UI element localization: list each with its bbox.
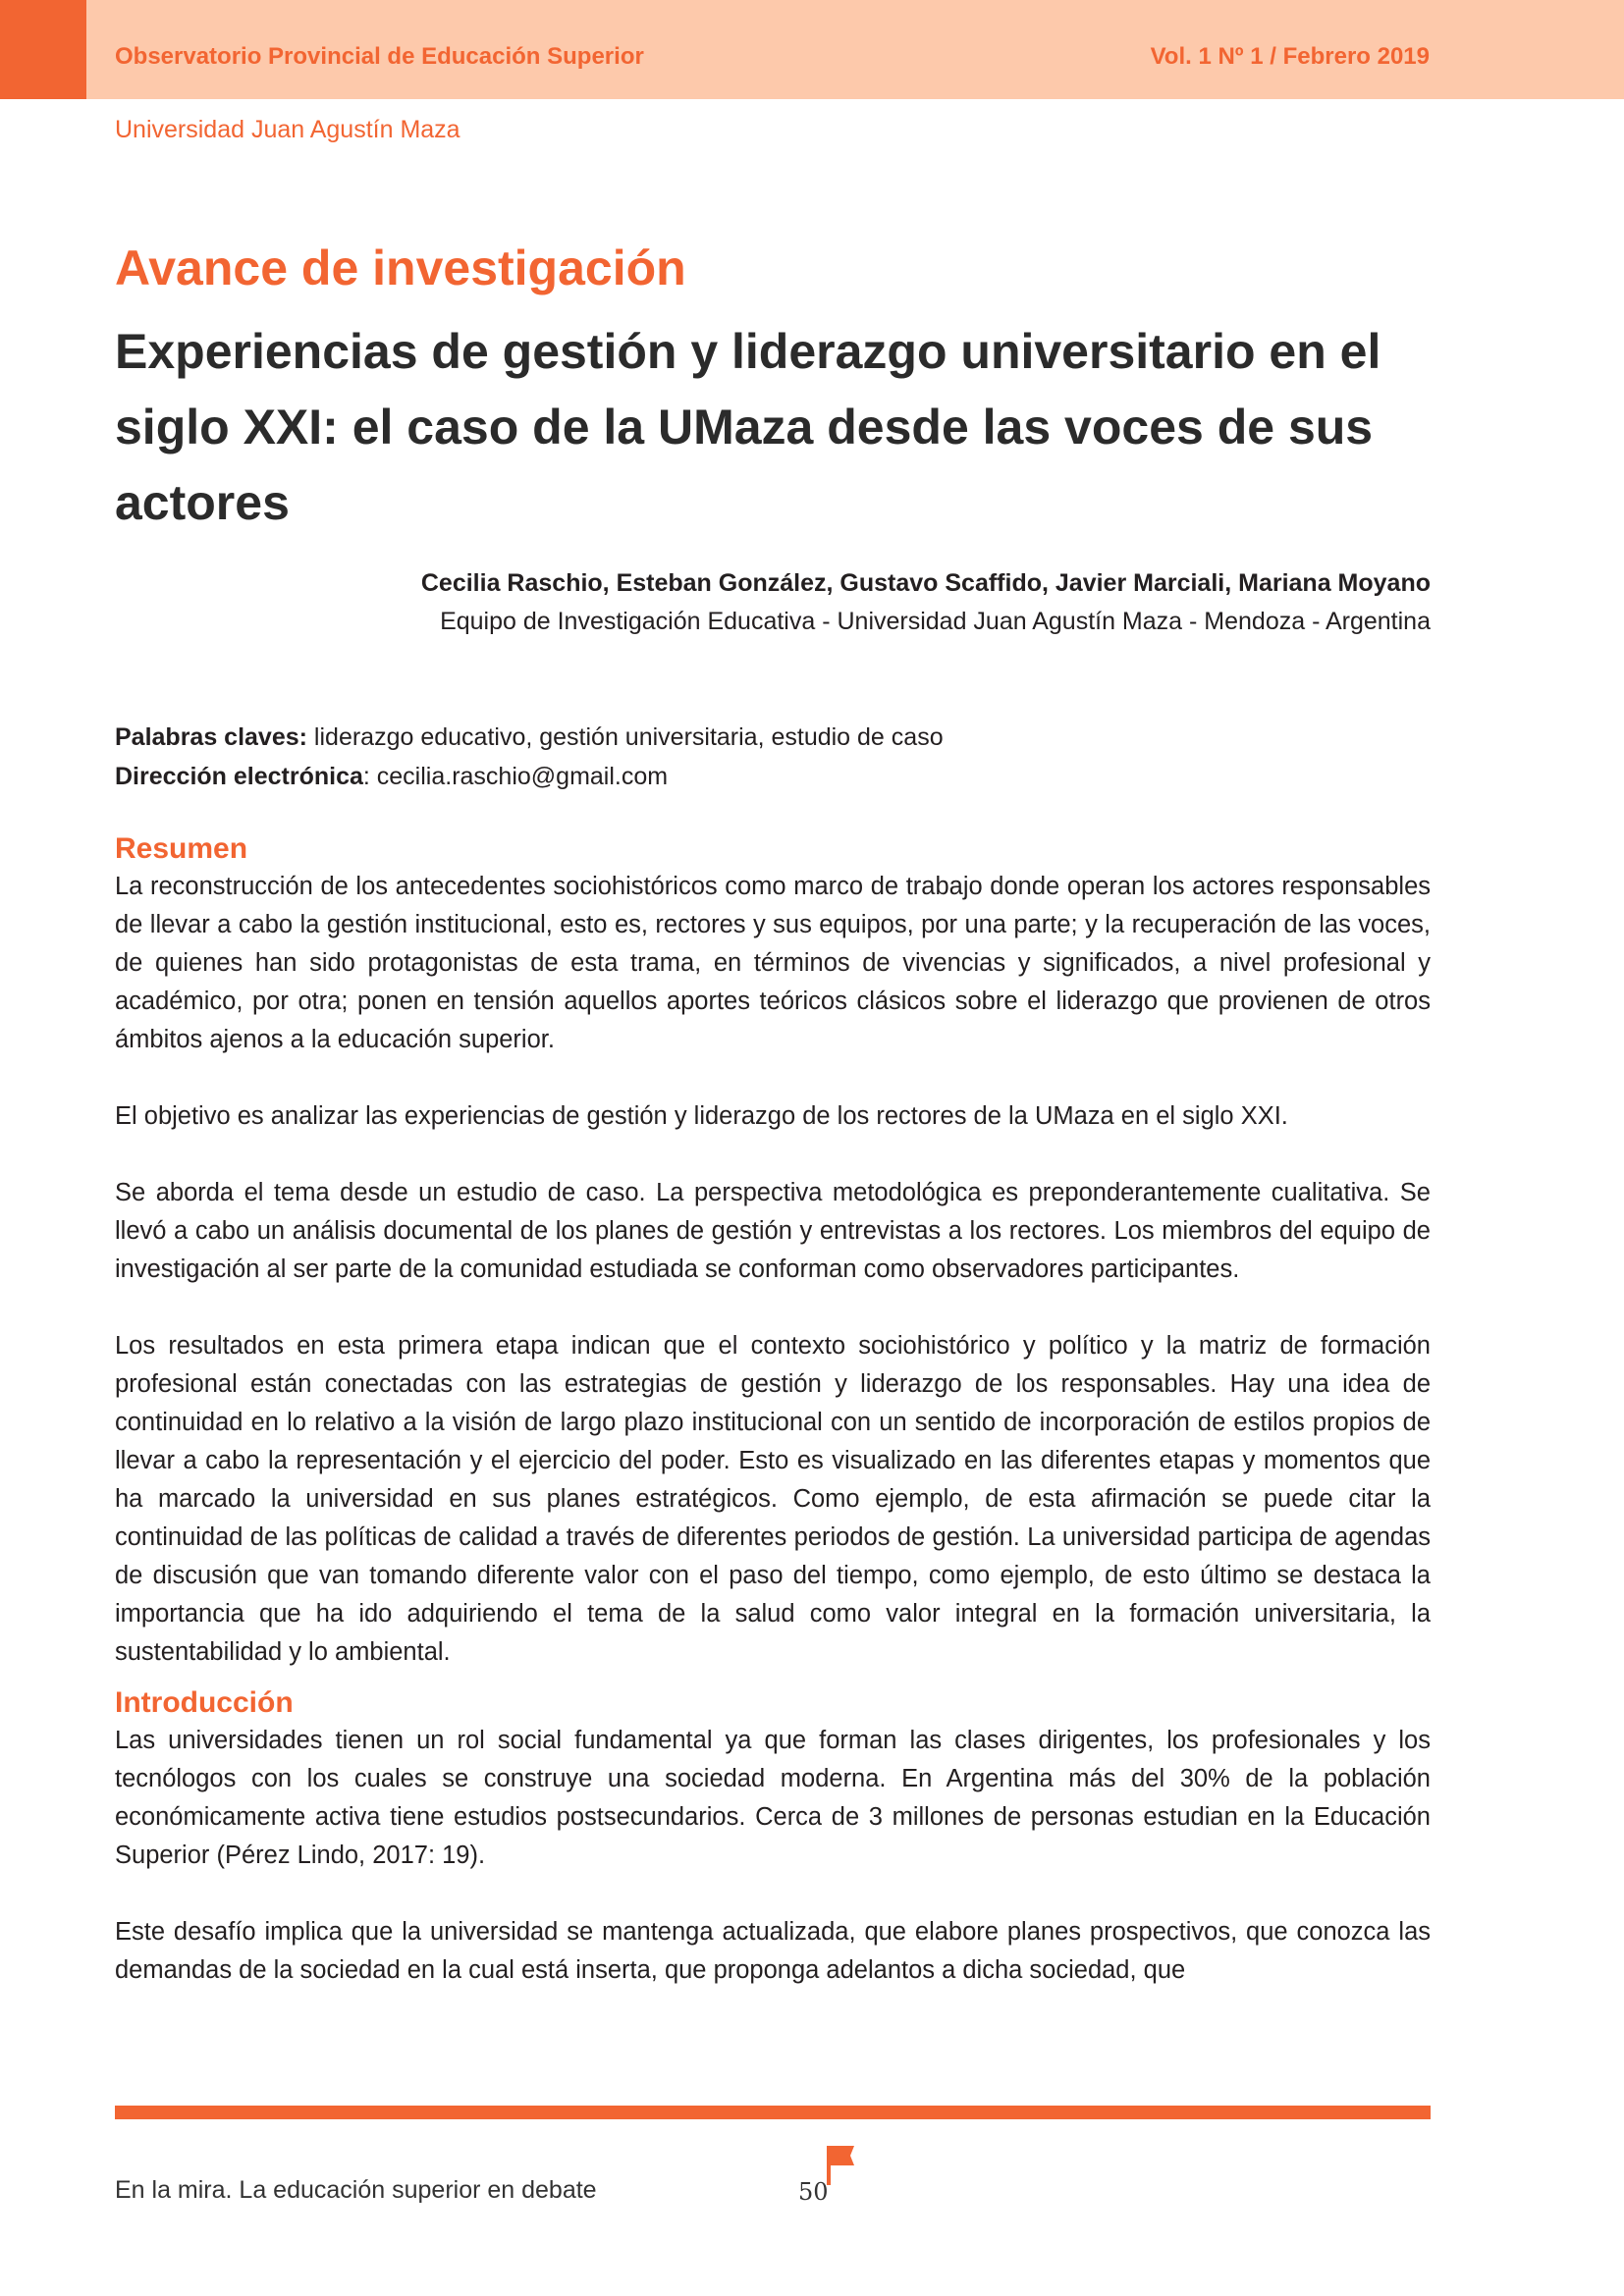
- article-body: [115, 829, 1431, 1990]
- email-label: Dirección electrónica: [115, 763, 363, 790]
- email-line: [115, 763, 668, 791]
- introduction-paragraph: Este desafío implica que la universidad se mantenga actualizada, que elabore planes prospectivos, que conozca las demandas de la sociedad en la cual está inserta, que proponga adelantos a dicha sociedad, que: [115, 1918, 1431, 1984]
- journal-name: Observatorio Provincial de Educación Superior: [115, 43, 644, 70]
- keywords-line: [115, 723, 944, 752]
- footer-rule: [115, 2106, 1431, 2119]
- page-number: 50: [798, 2178, 829, 2206]
- header-accent-block: [0, 0, 86, 99]
- keywords-value: liderazgo educativo, gestión universitaria, estudio de caso: [306, 723, 944, 751]
- flag-icon: [825, 2146, 854, 2185]
- email-value: : cecilia.raschio@gmail.com: [362, 763, 669, 790]
- section-label: Avance de investigación: [115, 240, 686, 295]
- footer-publication: En la mira. La educación superior en debate: [115, 2176, 597, 2204]
- introduction-heading: Introducción: [115, 1686, 294, 1719]
- introduction-paragraph: Las universidades tienen un rol social fundamental ya que forman las clases dirigentes, los profesionales y los tecnólogos con los cuales se construye una sociedad moderna. En Argentina más del 30% de la población económicamente activa tiene estudios postsecundarios. Cerca de 3 millones de personas estudian en la Educación Superior (Pérez Lindo, 2017: 19).: [115, 1727, 1431, 1869]
- university-name: Universidad Juan Agustín Maza: [115, 116, 460, 143]
- abstract-paragraph: Se aborda el tema desde un estudio de caso. La perspectiva metodológica es preponderantemente cualitativa. Se llevó a cabo un análisis documental de los planes de gestión y entrevistas a los rectores. Los miembros del equipo de investigación al ser parte de la comunidad estudiada se conforman como observadores participantes.: [115, 1179, 1431, 1283]
- authors: Cecilia Raschio, Esteban González, Gustavo Scaffido, Javier Marciali, Mariana Moyano: [420, 569, 1431, 597]
- abstract-paragraph: Los resultados en esta primera etapa indican que el contexto sociohistórico y político y la matriz de formación profesional están conectadas con las estrategias de gestión y liderazgo de los responsables. Hay una idea de continuidad en lo relativo a la visión de largo plazo institucional con un sentido de incorporación de estilos propios de llevar a cabo la representación y el ejercicio del poder. Esto es visualizado en las diferentes etapas y momentos que ha marcado la universidad en sus planes estratégicos. Como ejemplo, de esta afirmación se puede citar la continuidad de las políticas de calidad a través de diferentes periodos de gestión. La universidad participa de agendas de discusión que van tomando diferente valor con el paso del tiempo, como ejemplo, de esto último se destaca la importancia que ha ido adquiriendo el tema de la salud como valor integral en la formación universitaria, la sustentabilidad y lo ambiental.: [115, 1332, 1431, 1666]
- affiliation: Equipo de Investigación Educativa - Universidad Juan Agustín Maza - Mendoza - Argentina: [440, 608, 1431, 635]
- abstract-paragraph: El objetivo es analizar las experiencias de gestión y liderazgo de los rectores de la UMaza en el siglo XXI.: [115, 1102, 1288, 1130]
- keywords-label: Palabras claves:: [115, 723, 307, 751]
- abstract-heading: Resumen: [115, 832, 248, 865]
- journal-volume: Vol. 1 Nº 1 / Febrero 2019: [1150, 43, 1430, 70]
- abstract-paragraph: La reconstrucción de los antecedentes sociohistóricos como marco de trabajo donde operan los actores responsables de llevar a cabo la gestión institucional, esto es, rectores y sus equipos, por una parte; y la recuperación de las voces, de quienes han sido protagonistas de esta trama, en términos de vivencias y significados, a nivel profesional y académico, por otra; ponen en tensión aquellos aportes teóricos clásicos sobre el liderazgo que provienen de otros ámbitos ajenos a la educación superior.: [115, 873, 1431, 1053]
- article-title: Experiencias de gestión y liderazgo universitario en el siglo XXI: el caso de la UMaza desde las voces de sus actores: [115, 324, 1381, 530]
